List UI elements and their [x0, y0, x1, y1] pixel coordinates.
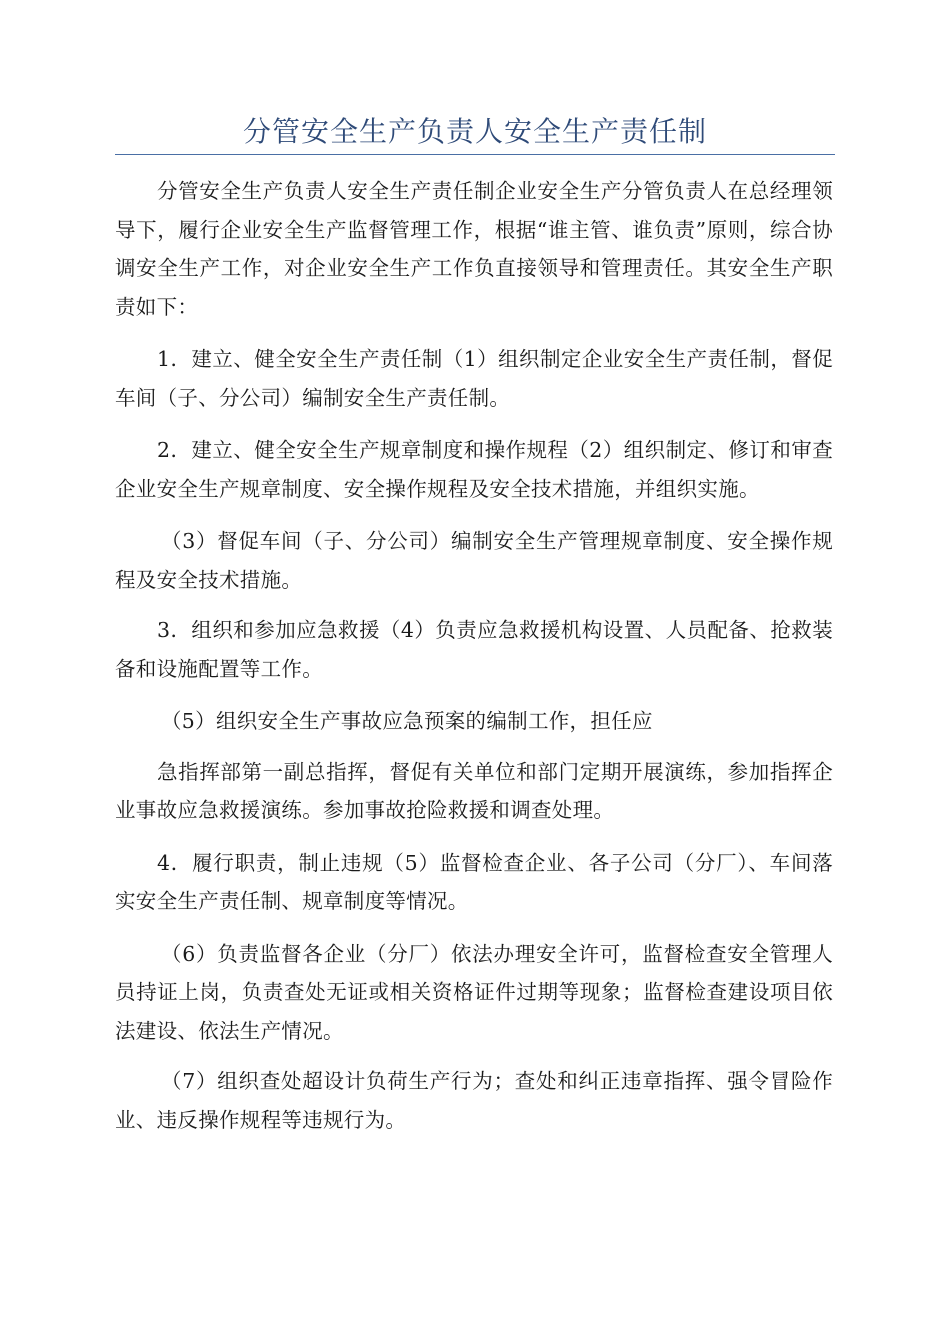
paragraph-sub-5: （5）组织安全生产事故应急预案的编制工作，担任应 — [161, 709, 653, 733]
title-underline — [115, 154, 835, 155]
paragraph-item-2: 2．建立、健全安全生产规章制度和操作规程（2）组织制定、修订和审查企业安全生产规章制度、安全操作规程及安全技术措施，并组织实施。 — [115, 438, 833, 501]
paragraph-item-1: 1．建立、健全安全生产责任制（1）组织制定企业安全生产责任制，督促车间（子、分公司）编制安全生产责任制。 — [115, 347, 833, 410]
paragraph-intro: 分管安全生产负责人安全生产责任制企业安全生产分管负责人在总经理领导下，履行企业安全生产监督管理工作，根据“谁主管、谁负责”原则，综合协调安全生产工作，对企业安全生产工作负直接领导和管理责任。其安全生产职责如下： — [115, 179, 833, 319]
paragraph-continuation: 急指挥部第一副总指挥，督促有关单位和部门定期开展演练，参加指挥企业事故应急救援演练。参加事故抢险救援和调查处理。 — [115, 759, 833, 822]
paragraph-sub-3: （3）督促车间（子、分公司）编制安全生产管理规章制度、安全操作规程及安全技术措施。 — [115, 529, 833, 592]
paragraph-sub-6: （6）负责监督各企业（分厂）依法办理安全许可，监督检查安全管理人员持证上岗，负责查处无证或相关资格证件过期等现象；监督检查建设项目依法建设、依法生产情况。 — [115, 941, 833, 1043]
document-body — [115, 172, 833, 1139]
paragraph-item-4: 4．履行职责，制止违规（5）监督检查企业、各子公司（分厂）、车间落实安全生产责任制、规章制度等情况。 — [115, 850, 833, 913]
document-title: 分管安全生产负责人安全生产责任制 — [242, 115, 707, 148]
paragraph-item-3: 3．组织和参加应急救援（4）负责应急救援机构设置、人员配备、抢救装备和设施配置等工作。 — [115, 618, 833, 681]
paragraph-sub-7: （7）组织查处超设计负荷生产行为；查处和纠正违章指挥、强令冒险作业、违反操作规程等违规行为。 — [115, 1069, 833, 1132]
